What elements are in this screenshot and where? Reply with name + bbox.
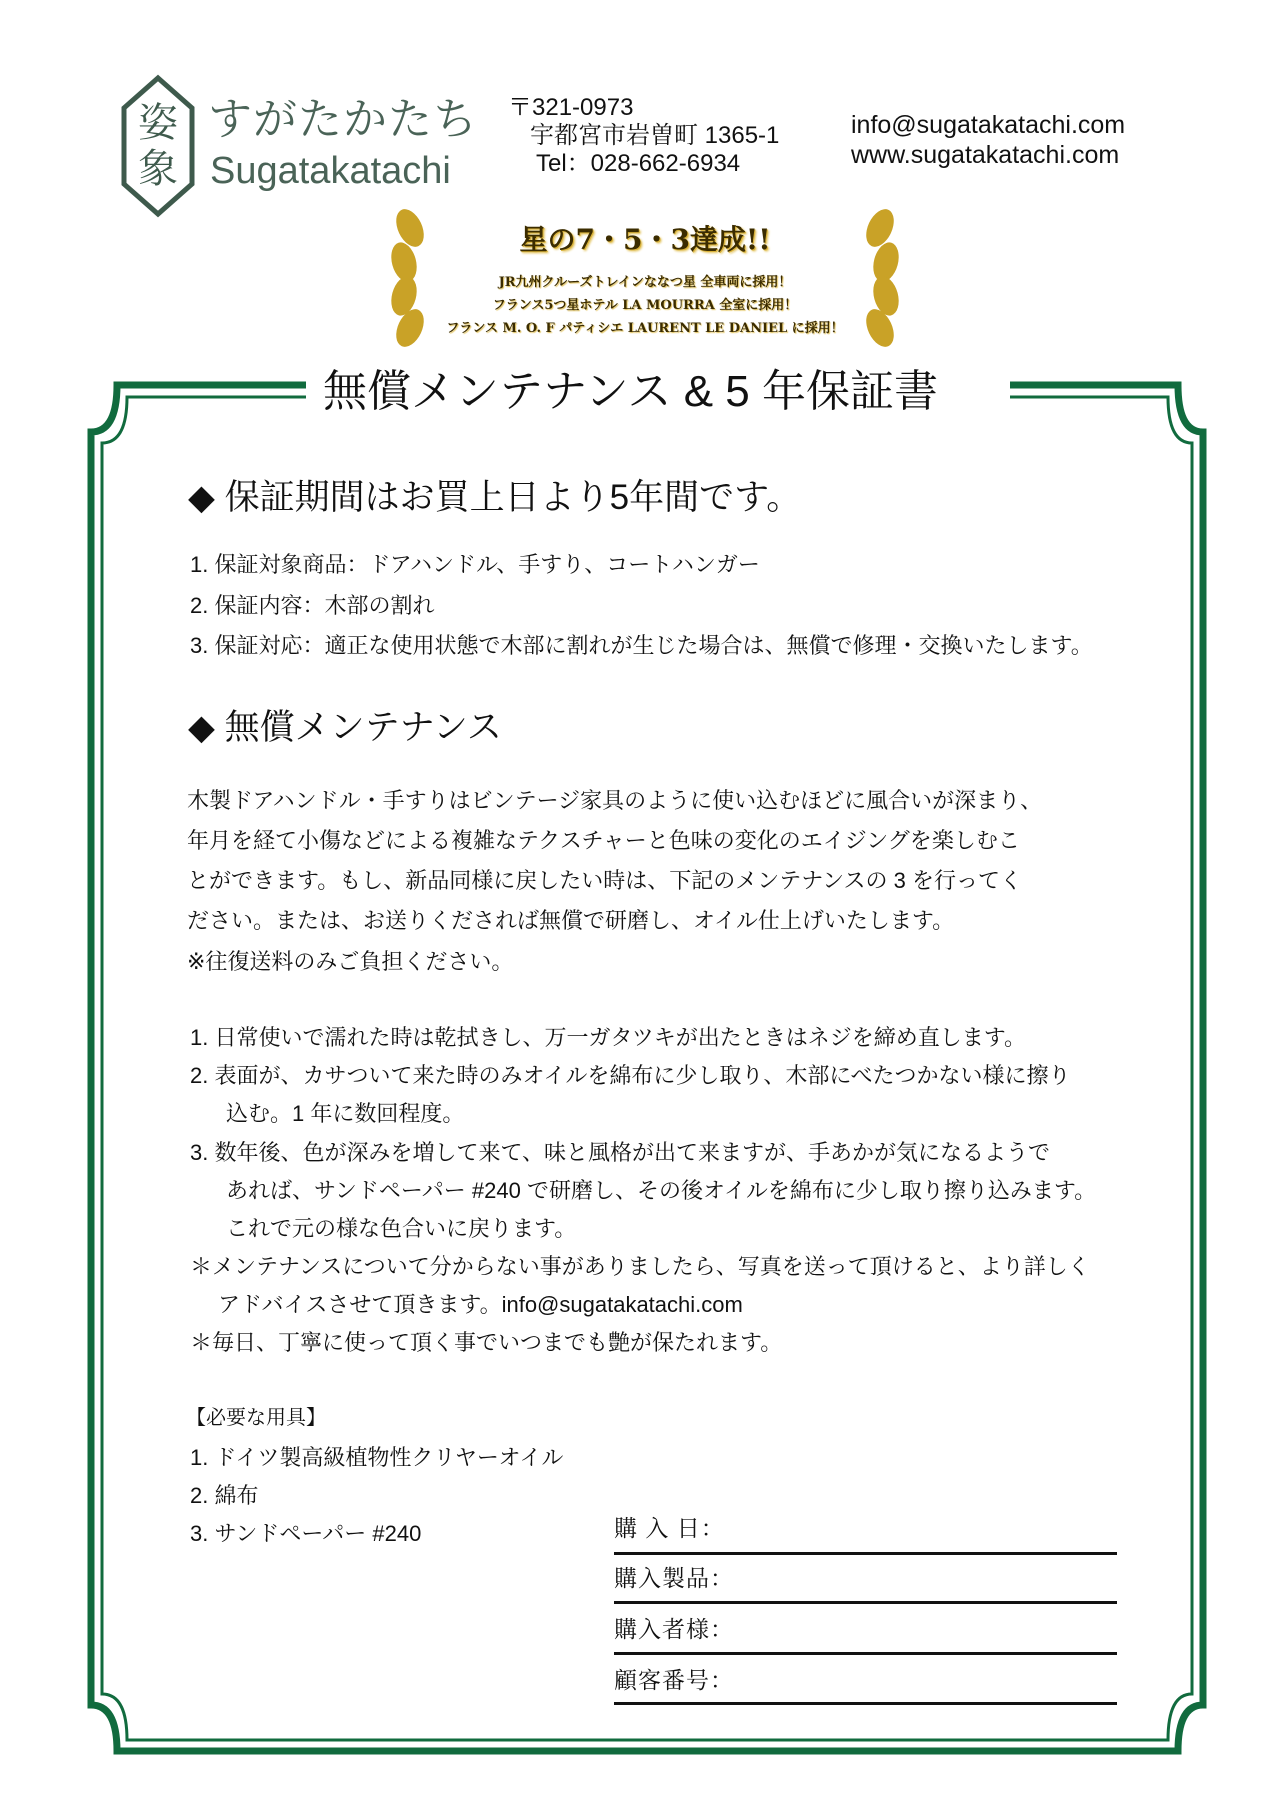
- purchase-date-label: 購 入 日：: [614, 1515, 725, 1541]
- customer-number-field[interactable]: [614, 1702, 1117, 1705]
- phone-number: Tel：028-662-6934: [536, 150, 741, 177]
- postal-code: 〒321-0973: [508, 94, 634, 121]
- brand-name-jp: すがたかたち: [208, 95, 478, 144]
- maintenance-note: ＊毎日、丁寧に使って頂く事でいつまでも艶が保たれます。: [190, 1330, 783, 1355]
- purchaser-field[interactable]: [614, 1652, 1117, 1655]
- paragraph-line: とができます。もし、新品同様に戻したい時は、下記のメンテナンスの 3 を行ってく: [187, 868, 1022, 893]
- award-title: 星の7・5・3達成!!: [519, 223, 771, 256]
- maintenance-step: 2. 表面が、カサついて来た時のみオイルを綿布に少し取り、木部にべたつかない様に擦り: [190, 1063, 1071, 1088]
- tool-item: 3. サンドペーパー #240: [190, 1521, 422, 1546]
- paragraph-line: ださい。または、お送りくだされば無償で研磨し、オイル仕上げいたします。: [187, 908, 955, 933]
- customer-number-label: 顧客番号：: [614, 1667, 734, 1693]
- tool-item: 2. 綿布: [190, 1483, 259, 1508]
- warranty-heading: ◆ 保証期間はお買上日より5年間です。: [188, 478, 802, 517]
- document-title: 無償メンテナンス & 5 年保証書: [323, 367, 938, 416]
- maintenance-step: 1. 日常使いで濡れた時は乾拭きし、万一ガタツキが出たときはネジを締め直します。: [190, 1025, 1027, 1050]
- award-line: JR九州クルーズトレインななつ星 全車両に採用！: [498, 275, 792, 290]
- warranty-item: 2. 保証内容：木部の割れ: [190, 593, 435, 618]
- award-badge: [370, 210, 920, 350]
- company-address: [508, 94, 779, 178]
- product-label: 購入製品：: [614, 1565, 734, 1591]
- tools-heading: 【必要な用具】: [186, 1407, 326, 1429]
- paragraph-line: 年月を経て小傷などによる複雑なテクスチャーと色味の変化のエイジングを楽しむこ: [187, 828, 1020, 853]
- maintenance-step-cont: あれば、サンドペーパー #240 で研磨し、その後オイルを綿布に少し取り擦り込みます。: [226, 1178, 1097, 1203]
- award-line: フランス M. O. F パティシエ LAURENT LE DANIEL に採用！: [446, 321, 844, 336]
- paragraph-line: 木製ドアハンドル・手すりはビンテージ家具のように使い込むほどに風合いが深まり、: [187, 788, 1043, 813]
- website-link[interactable]: www.sugatakatachi.com: [851, 141, 1120, 169]
- maintenance-step-cont: 込む。1 年に数回程度。: [226, 1101, 465, 1126]
- purchaser-label: 購入者様：: [614, 1616, 734, 1642]
- purchase-date-field[interactable]: [614, 1552, 1117, 1555]
- tool-item: 1. ドイツ製高級植物性クリヤーオイル: [190, 1445, 564, 1470]
- maintenance-note-cont: アドバイスさせて頂きます。info@sugatakatachi.com: [218, 1292, 743, 1317]
- product-field[interactable]: [614, 1601, 1117, 1604]
- maintenance-note: ＊メンテナンスについて分からない事がありましたら、写真を送って頂けると、より詳しく: [190, 1254, 1090, 1279]
- maintenance-step: 3. 数年後、色が深みを増して来て、味と風格が出て来ますが、手あかが気になるようで: [190, 1140, 1051, 1165]
- street-address: 宇都宮市岩曽町 1365-1: [530, 122, 780, 149]
- award-line: フランス5つ星ホテル LA MOURRA 全室に採用！: [492, 298, 798, 313]
- logo-mark-text: 姿象: [138, 101, 178, 191]
- warranty-item: 3. 保証対応：適正な使用状態で木部に割れが生じた場合は、無償で修理・交換いたします。: [190, 633, 1093, 658]
- contact-info: [851, 110, 1125, 170]
- email-link[interactable]: info@sugatakatachi.com: [851, 111, 1126, 139]
- warranty-item: 1. 保証対象商品：ドアハンドル、手すり、コートハンガー: [190, 552, 760, 577]
- maintenance-step-cont: これで元の様な色合いに戻ります。: [226, 1216, 577, 1241]
- brand-name-en: Sugatakatachi: [210, 150, 451, 192]
- maintenance-heading: ◆ 無償メンテナンス: [188, 708, 502, 747]
- paragraph-note: ※往復送料のみご負担ください。: [187, 949, 514, 974]
